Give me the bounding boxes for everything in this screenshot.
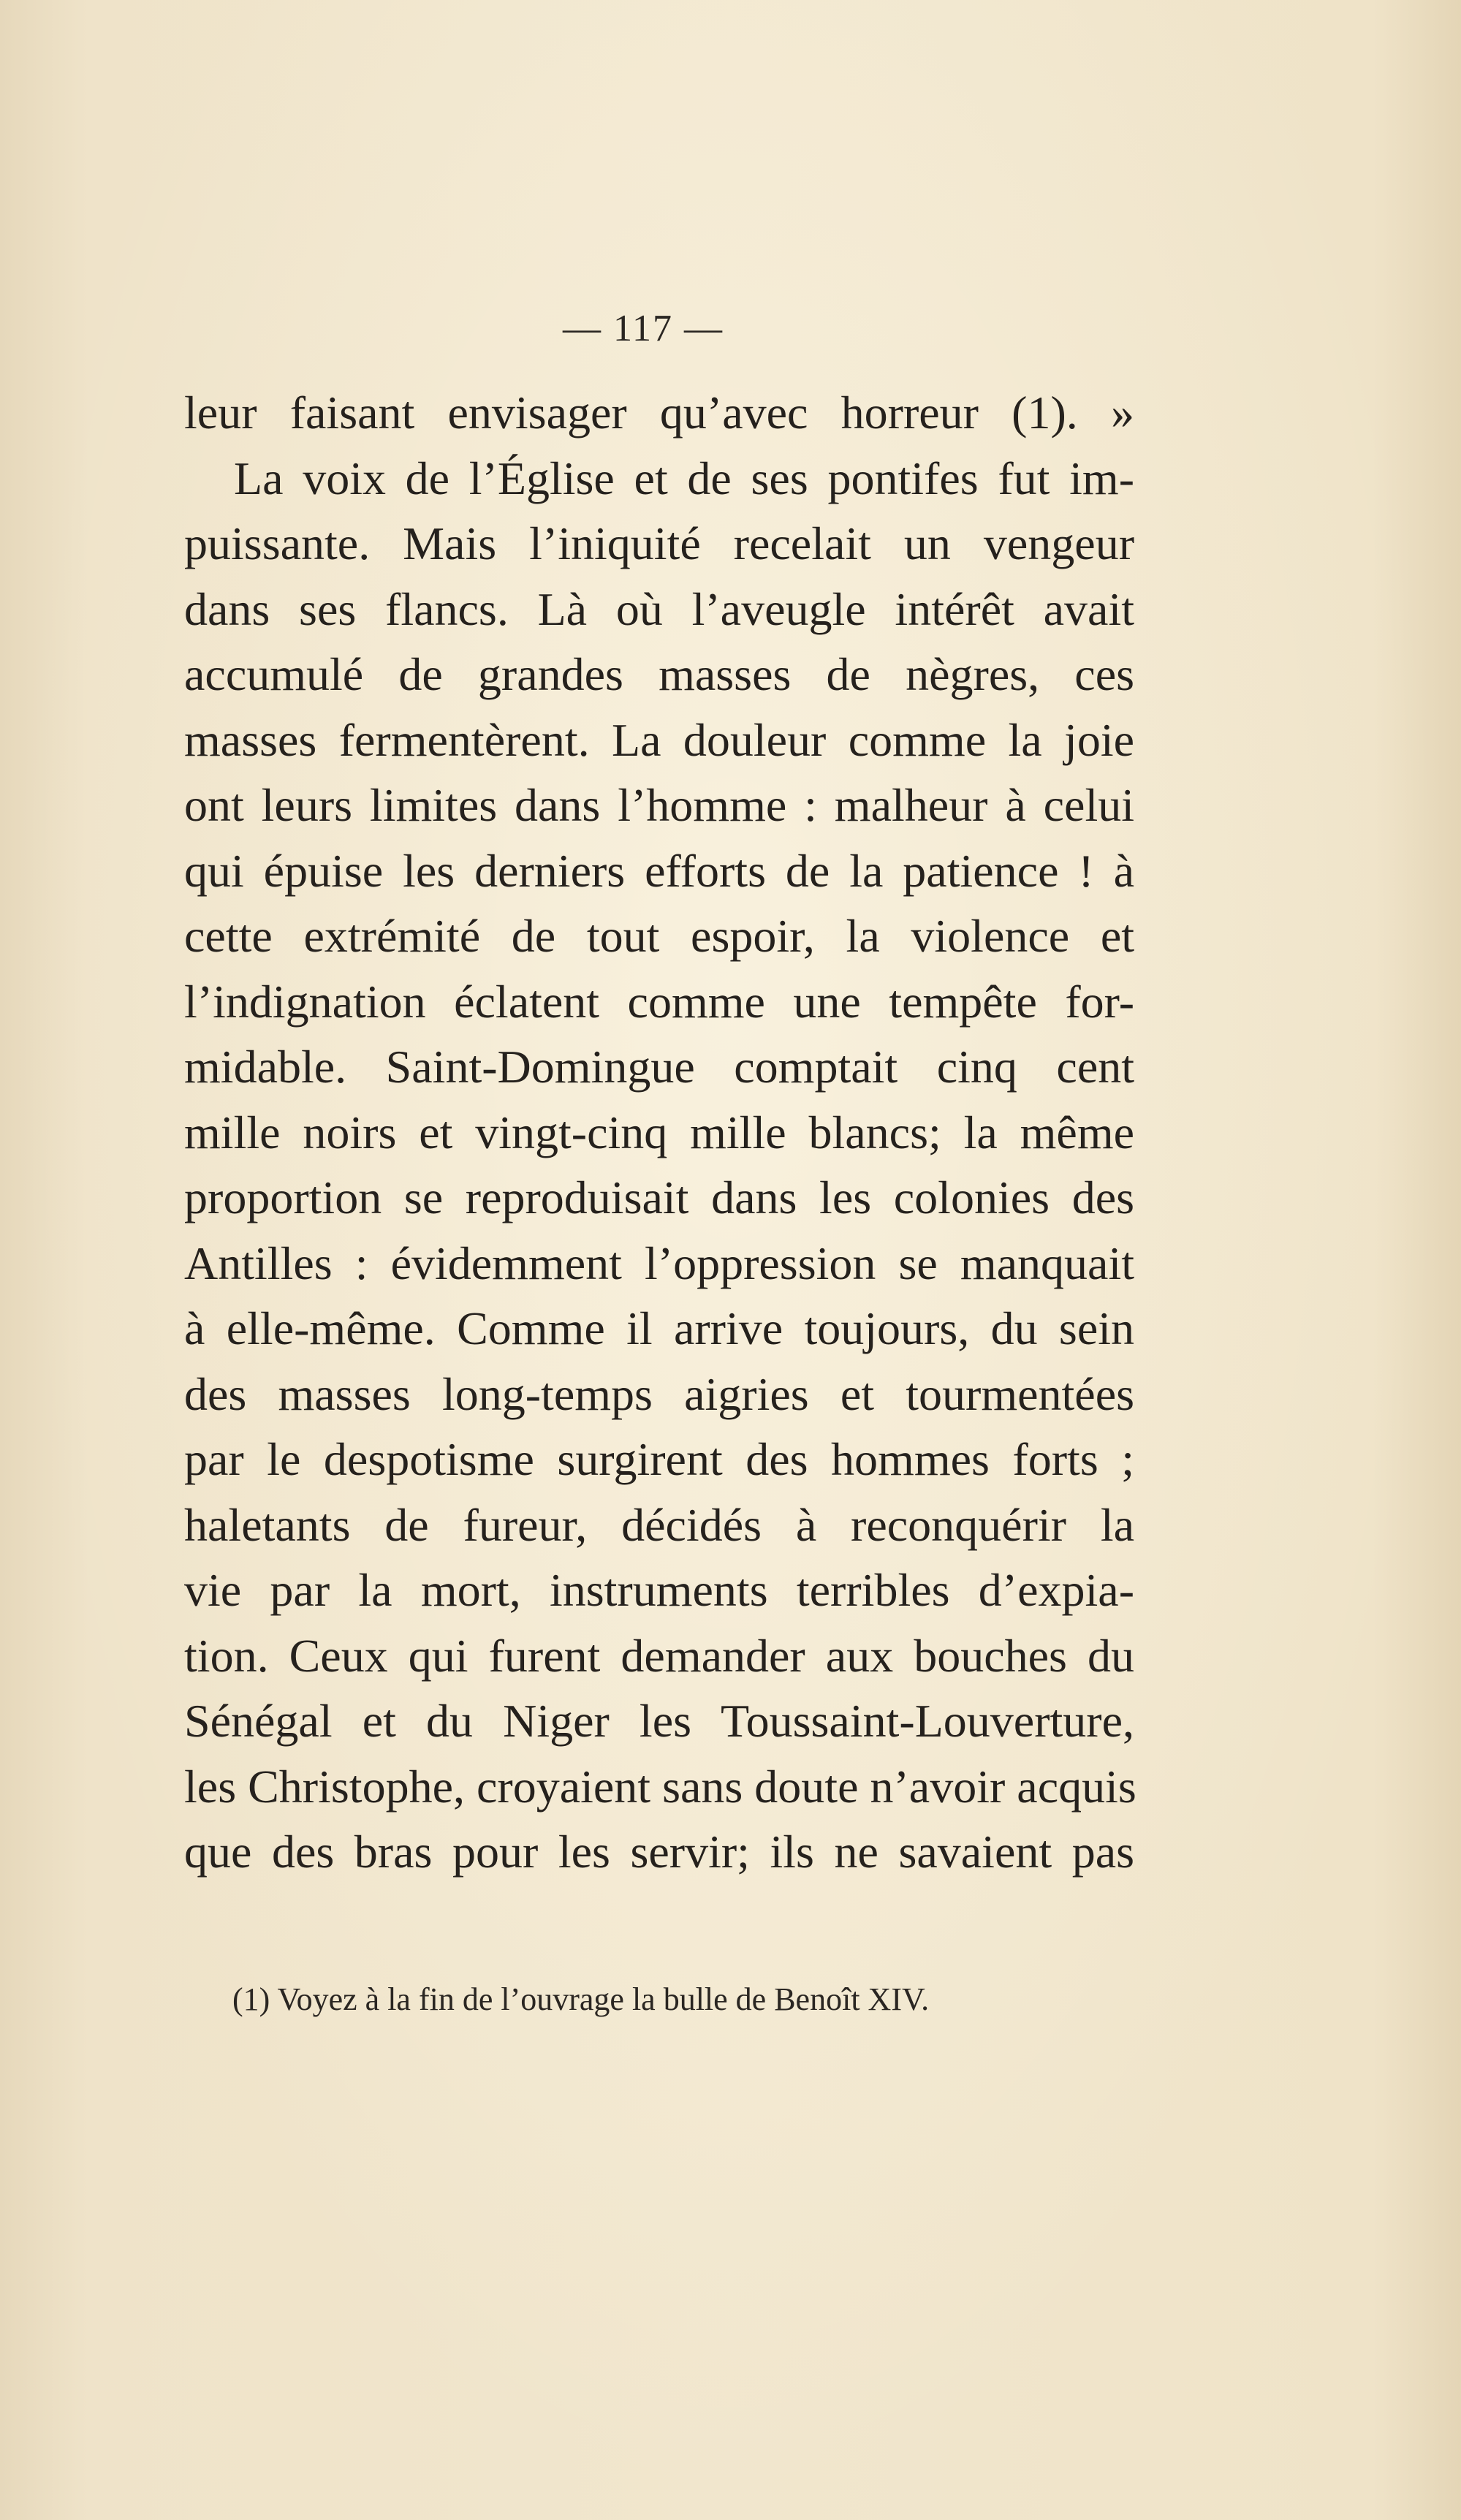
text-line: puissante. Mais l’iniquité recelait un vengeur bbox=[184, 517, 1134, 569]
text-line: l’indignation éclatent comme une tempête for- bbox=[184, 975, 1134, 1028]
text-line: que des bras pour les servir; ils ne savaient pas bbox=[184, 1826, 1134, 1878]
text-line: tion. Ceux qui furent demander aux bouches du bbox=[184, 1629, 1134, 1682]
text-line: masses fermentèrent. La douleur comme la joie bbox=[184, 713, 1134, 766]
text-line: haletants de fureur, décidés à reconquérir la bbox=[184, 1498, 1134, 1551]
text-line: ont leurs limites dans l’homme : malheur à celui bbox=[184, 779, 1134, 831]
text-line: Antilles : évidemment l’oppression se manquait bbox=[184, 1237, 1134, 1289]
text-line: des masses long-temps aigries et tourmentées bbox=[184, 1367, 1134, 1420]
text-line: cette extrémité de tout espoir, la violence et bbox=[184, 910, 1134, 962]
footnote: (1) Voyez à la fin de l’ouvrage la bulle de Benoît XIV. bbox=[232, 1981, 930, 2017]
text-line: La voix de l’Église et de ses pontifes fut im- bbox=[234, 452, 1134, 504]
body-text bbox=[184, 380, 1134, 1885]
text-line: par le despotisme surgirent des hommes forts ; bbox=[184, 1433, 1134, 1485]
text-line: Sénégal et du Niger les Toussaint-Louverture, bbox=[184, 1695, 1134, 1747]
text-line: les Christophe, croyaient sans doute n’avoir acquis bbox=[184, 1760, 1136, 1813]
text-line: leur faisant envisager qu’avec horreur (1). » bbox=[184, 387, 1134, 439]
text-line: mille noirs et vingt-cinq mille blancs; la même bbox=[184, 1106, 1134, 1158]
text-line: dans ses flancs. Là où l’aveugle intérêt avait bbox=[184, 582, 1134, 635]
page-number: — 117 — bbox=[562, 308, 724, 349]
text-line: midable. Saint-Domingue comptait cinq cent bbox=[184, 1041, 1134, 1093]
text-line: proportion se reproduisait dans les colonies des bbox=[184, 1172, 1134, 1223]
text-line: à elle-même. Comme il arrive toujours, du sein bbox=[184, 1302, 1134, 1354]
text-line: qui épuise les derniers efforts de la patience ! à bbox=[184, 844, 1134, 897]
text-line: accumulé de grandes masses de nègres, ces bbox=[184, 648, 1134, 700]
text-line: vie par la mort, instruments terribles d’expia- bbox=[184, 1564, 1134, 1616]
